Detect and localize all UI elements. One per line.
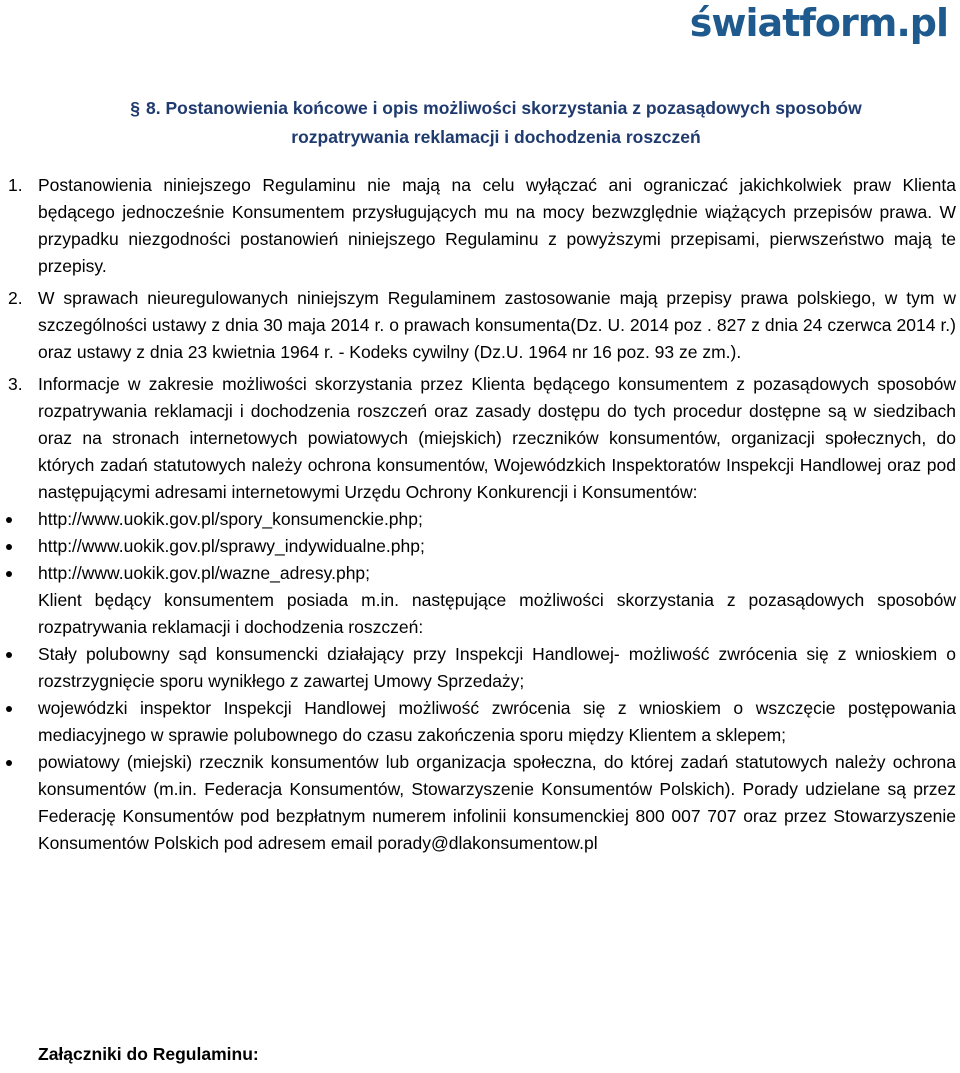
- section-title-text: 8. Postanowienia końcowe i opis możliwości skorzystania z pozasądowych sposobów rozpatrywania reklamacji i dochodzenia roszczeń: [146, 98, 862, 147]
- options-intro: Klient będący konsumentem posiada m.in. następujące możliwości skorzystania z pozasądowych sposobów rozpatrywania reklamacji i dochodzenia roszczeń:: [38, 590, 956, 637]
- option-item: [0, 695, 960, 749]
- paragraph-2: [0, 285, 960, 366]
- link-item[interactable]: [0, 560, 960, 587]
- uokik-link[interactable]: http://www.uokik.gov.pl/spory_konsumenckie.php;: [38, 509, 423, 529]
- paragraph-1: [0, 172, 960, 280]
- paragraph-number: 1.: [8, 175, 23, 195]
- section-title: [96, 94, 896, 152]
- link-item[interactable]: [0, 506, 960, 533]
- uokik-link[interactable]: http://www.uokik.gov.pl/sprawy_indywidualne.php;: [38, 536, 425, 556]
- link-item[interactable]: [0, 533, 960, 560]
- paragraph-text: Informacje w zakresie możliwości skorzystania przez Klienta będącego konsumentem z pozasądowych sposobów rozpatrywania reklamacji i dochodzenia roszczeń oraz zasady dostępu do tych procedur dostępne są w siedzibach oraz na stronach internetowych powiatowych (miejskich) rzeczników konsumentów, organizacji społecznych, do których zadań statutowych należy ochrona konsumentów, Wojewódzkich Inspektoratów Inspekcji Handlowej oraz pod następującymi adresami internetowymi Urzędu Ochrony Konkurencji i Konsumentów:: [38, 374, 956, 502]
- document-body: [0, 172, 960, 857]
- paragraph-number: 3.: [8, 374, 23, 394]
- attachments-heading: Załączniki do Regulaminu:: [38, 1044, 259, 1064]
- option-item: [0, 749, 960, 857]
- option-text: Stały polubowny sąd konsumencki działający przy Inspekcji Handlowej- możliwość zwrócenia się z wnioskiem o rozstrzygnięcie sporu wynikłego z zawartej Umowy Sprzedaży;: [38, 644, 956, 691]
- option-text: powiatowy (miejski) rzecznik konsumentów lub organizacja społeczna, do której zadań statutowych należy ochrona konsumentów (m.in. Federacja Konsumentów, Stowarzyszenie Konsumentów Polskich). Porady udzielane są przez Federację Konsumentów pod bezpłatnym numerem infolinii konsumenckiej 800 007 707 oraz przez Stowarzyszenie Konsumentów Polskich pod adresem email porady@dlakonsumentow.pl: [38, 752, 956, 853]
- paragraph-number: 2.: [8, 288, 23, 308]
- uokik-link[interactable]: http://www.uokik.gov.pl/wazne_adresy.php;: [38, 563, 371, 583]
- brand-logo: światform.pl: [689, 1, 948, 45]
- paragraph-text: W sprawach nieuregulowanych niniejszym Regulaminem zastosowanie mają przepisy prawa polskiego, w tym w szczególności ustawy z dnia 30 maja 2014 r. o prawach konsumenta(Dz. U. 2014 poz . 827 z dnia 24 czerwca 2014 r.) oraz ustawy z dnia 23 kwietnia 1964 r. - Kodeks cywilny (Dz.U. 1964 nr 16 poz. 93 ze zm.).: [38, 288, 956, 362]
- section-symbol: §: [130, 98, 140, 118]
- paragraph-text: Postanowienia niniejszego Regulaminu nie mają na celu wyłączać ani ograniczać jakichkolwiek praw Klienta będącego jednocześnie Konsumentem przysługujących mu na mocy bezwzględnie wiążących przepisów prawa. W przypadku niezgodności postanowień niniejszego Regulaminu z powyższymi przepisami, pierwszeństwo mają te przepisy.: [38, 175, 956, 276]
- option-text: wojewódzki inspektor Inspekcji Handlowej możliwość zwrócenia się z wnioskiem o wszczęcie postępowania mediacyjnego w sprawie polubownego do czasu zakończenia sporu między Klientem a sklepem;: [38, 698, 956, 745]
- paragraph-3: [0, 371, 960, 506]
- option-item: [0, 641, 960, 695]
